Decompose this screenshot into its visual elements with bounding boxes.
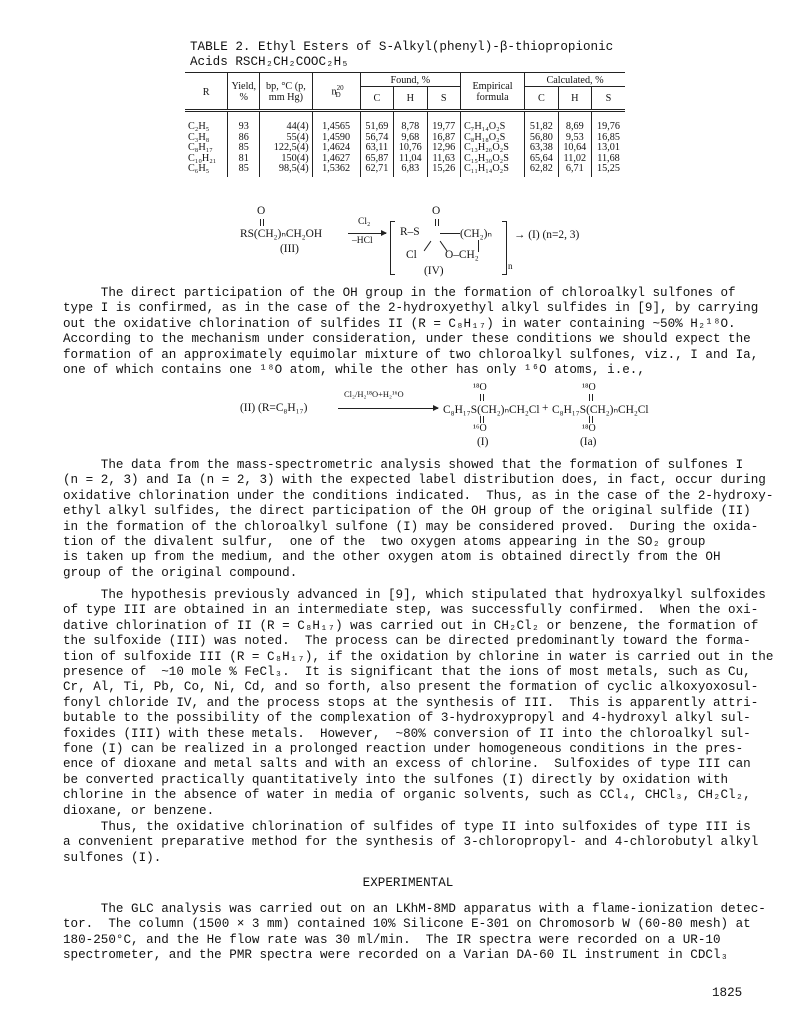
product-2-label: (Ia) — [580, 436, 597, 448]
paragraph — [63, 820, 759, 866]
header-empirical-formula: Empirical formula — [460, 73, 524, 111]
intermediate-label: (IV) — [424, 265, 444, 277]
paragraph — [63, 588, 774, 819]
text-line: group of the original compound. — [63, 565, 298, 580]
cell-calc-c: 63,38 — [525, 143, 558, 154]
cell-nd: 1,4565 — [312, 111, 360, 133]
cell-nd: 1,4627 — [312, 154, 360, 165]
text-line: tion of the divalent sulfur, one of the two oxygen atoms appearing in the SO₂ group — [63, 535, 706, 550]
cell-found-c: 65,87 — [360, 154, 393, 165]
cell-formula: C₁₁H₁₄O₂S — [460, 164, 524, 177]
cell-found-s: 11,63 — [427, 154, 460, 165]
prod1-oxygen-top: ¹⁸O — [473, 382, 487, 393]
reaction-arrow — [338, 408, 438, 409]
paragraph — [63, 902, 766, 964]
cell-found-c: 56,74 — [360, 133, 393, 144]
text-line: Cr, Al, Ti, Pb, Co, Ni, Cd, and so forth, also present the formation of cyclic alkoxyoxosul- — [63, 680, 759, 695]
double-bond — [480, 416, 481, 423]
cell-found-c: 63,11 — [360, 143, 393, 154]
double-bond — [260, 219, 261, 226]
text-line: tion of sulfoxide III (R = C₈H₁₇), if the oxidation by chlorine in water is carried out in the — [63, 649, 774, 664]
cell-found-s: 12,96 — [427, 143, 460, 154]
text-line: fonyl chloride IV, and the process stops at the synthesis of III. This is apparently attri- — [63, 695, 759, 710]
cell-r: C₃H₈ — [188, 131, 210, 143]
scheme2-reactant: (II) (R=C₈H₁₇) — [240, 402, 308, 414]
cell-bp: 150(4) — [260, 154, 312, 165]
text-line: sulfones (I). — [63, 850, 162, 865]
double-bond — [592, 416, 593, 423]
cell-calc-s: 19,76 — [592, 111, 625, 133]
cell-yield: 85 — [228, 143, 260, 154]
cell-bp: 44(4) — [260, 111, 312, 133]
text-line: (n = 2, 3) and Ia (n = 2, 3) with the expected label distribution does, in fact, occur during — [63, 473, 766, 488]
cell-bp: 55(4) — [260, 133, 312, 144]
intermediate-cl: Cl — [406, 249, 417, 261]
header-yield: Yield, % — [228, 73, 260, 111]
text-line: be converted practically quantitatively into the sulfones (I) directly by oxidation with — [63, 772, 729, 787]
double-bond — [435, 219, 436, 226]
double-bond — [592, 394, 593, 401]
header-r: R — [185, 73, 228, 111]
text-line: dative chlorination of II (R = C₈H₁₇) was carried out in CH₂Cl₂ or benzene, the formation of — [63, 618, 759, 633]
cell-nd: 1,4624 — [312, 143, 360, 154]
cell-r: C₁₀H₂₁ — [188, 152, 217, 164]
text-line: tor. The column (1500 × 3 mm) contained 10% Silicone E-301 on Chromosorb W (60-80 mesh) at — [63, 917, 751, 932]
section-heading: EXPERIMENTAL — [362, 876, 454, 890]
text-line: Thus, the oxidative chlorination of sulfides of type II into sulfoxides of type III is — [63, 820, 751, 834]
cell-found-h: 10,76 — [394, 143, 427, 154]
cell-calc-c: 51,82 — [525, 111, 558, 133]
single-bond — [424, 241, 432, 251]
text-line: 180-250°C, and the He flow rate was 30 ml/min. The IR spectra were recorded on a UR-10 — [63, 932, 721, 947]
esters-table — [185, 72, 625, 177]
intermediate-o-ch2: O–CH₂ — [445, 249, 479, 261]
cell-calc-c: 62,82 — [525, 164, 558, 177]
esters-table-wrapper — [185, 72, 625, 177]
cell-yield: 93 — [228, 111, 260, 133]
cell-calc-s: 15,25 — [592, 164, 625, 177]
text-line: oxidative chlorination under the conditions indicated. Thus, as in the case of the 2-hydroxy- — [63, 488, 774, 503]
prod1-oxygen-bottom: ¹⁶O — [473, 423, 487, 434]
double-bond — [483, 394, 484, 401]
text-line: ence of dioxane and metal salts and with an excess of chlorine. Sulfoxides of type III can — [63, 757, 751, 772]
cell-nd: 1,5362 — [312, 164, 360, 177]
cell-calc-s: 11,68 — [592, 154, 625, 165]
intermediate-r-s: R–S — [400, 226, 420, 238]
cell-calc-h: 9,53 — [558, 133, 591, 144]
cell-bp: 98,5(4) — [260, 164, 312, 177]
table-caption — [190, 40, 670, 70]
intermediate-oxygen: O — [432, 205, 441, 217]
header-calc-h: H — [558, 87, 591, 111]
text-line: one of which contains one ¹⁸O atom, while the other has only ¹⁶O atoms, i.e., — [63, 363, 645, 378]
cell-r: C₈H₁₇ — [188, 142, 213, 154]
double-bond — [589, 416, 590, 423]
reagent-top: Cl₂ — [358, 217, 371, 227]
header-bp: bp, °C (p, mm Hg) — [260, 73, 312, 111]
prod2-oxygen-top: ¹⁸O — [582, 382, 596, 393]
text-line: ethyl alkyl sulfides, the direct participation of the OH group of the original sulfide (II) — [63, 504, 751, 519]
double-bond — [263, 219, 264, 226]
header-nd-sup: 20 — [336, 83, 344, 92]
cell-found-c: 62,71 — [360, 164, 393, 177]
product-1: C₈H₁₇S(CH₂)ₙCH₂Cl — [443, 404, 540, 416]
cell-calc-h: 8,69 — [558, 111, 591, 133]
text-line: type I is confirmed, as in the case of the 2-hydroxyethyl alkyl sulfides in [9], by carrying — [63, 301, 759, 316]
cell-formula: C₁₃H₂₆O₂S — [460, 143, 524, 154]
text-line: dioxane, or benzene. — [63, 803, 215, 818]
double-bond — [483, 416, 484, 423]
bracket-right — [502, 221, 507, 275]
plus-sign: + — [542, 402, 549, 414]
reaction-scheme-labeling — [240, 382, 649, 448]
text-line: spectrometer, and the PMR spectra were recorded on a Varian DA-60 IL instrument in CDCl₃ — [63, 948, 729, 963]
page-number: 1825 — [712, 986, 743, 1000]
text-line: fone (I) can be realized in a prolonged reaction under homogeneous conditions in the pres- — [63, 742, 744, 757]
cell-yield: 86 — [228, 133, 260, 144]
text-line: butable to the possibility of the complexation of 3-hydroxypropyl and 4-hydroxyl alkyl sul- — [63, 711, 751, 726]
intermediate-ch2n: (CH₂)ₙ — [460, 228, 492, 240]
cell-calc-h: 11,02 — [558, 154, 591, 165]
header-refractive-index — [312, 73, 360, 111]
text-line: The direct participation of the OH group in the formation of chloroalkyl sulfones of — [63, 286, 736, 300]
text-line: is taken up from the medium, and the other oxygen atom is obtained directly from the OH — [63, 550, 721, 565]
cell-found-h: 8,78 — [394, 111, 427, 133]
header-calc-s: S — [592, 87, 625, 111]
cell-found-s: 15,26 — [427, 164, 460, 177]
header-nd-symbol: n — [331, 86, 337, 98]
text-line: the sulfoxide (III) was noted. The process can be directed predominantly toward the forma- — [63, 634, 751, 649]
cell-r: C₆H₅ — [188, 163, 210, 175]
header-found-c: C — [360, 87, 393, 111]
table-row — [185, 111, 625, 133]
bracket-left — [390, 221, 395, 275]
cell-formula: C₁₅H₃₀O₂S — [460, 154, 524, 165]
cell-formula: C₇H₁₄O₂S — [460, 111, 524, 133]
text-line: formation of an approximately equimolar mixture of two chloroalkyl sulfones, viz., I and Ia, — [63, 347, 759, 362]
product-1-label: (I) — [477, 436, 489, 448]
cell-calc-h: 10,64 — [558, 143, 591, 154]
prod2-oxygen-bottom: ¹⁸O — [582, 423, 596, 434]
product-2: C₈H₁₇S(CH₂)ₙCH₂Cl — [552, 404, 649, 416]
text-line: According to the mechanism under consideration, under these conditions we should expect the — [63, 332, 751, 347]
cell-found-s: 16,87 — [427, 133, 460, 144]
header-found: Found, % — [360, 73, 460, 87]
single-bond — [440, 233, 460, 234]
cell-calc-s: 13,01 — [592, 143, 625, 154]
text-line: presence of ~10 mole % FeCl₃. It is significant that the ions of most metals, such as Cu, — [63, 665, 751, 680]
subscript-n: n — [508, 261, 513, 271]
product-formula: → (I) (n=2, 3) — [514, 229, 580, 241]
cell-found-c: 51,69 — [360, 111, 393, 133]
cell-formula: C₈H₁₈O₂S — [460, 133, 524, 144]
paragraph — [63, 286, 759, 378]
cell-calc-h: 6,71 — [558, 164, 591, 177]
reaction-scheme-cyclization — [240, 205, 600, 277]
text-line: The GLC analysis was carried out on an LKhM-8MD apparatus with a flame-ionization detec- — [63, 902, 766, 916]
cell-calc-s: 16,85 — [592, 133, 625, 144]
header-found-h: H — [394, 87, 427, 111]
reactant-label: (III) — [280, 243, 299, 255]
cell-bp: 122,5(4) — [260, 143, 312, 154]
text-line: of type III are obtained in an intermediate step, was successfully confirmed. When the oxi- — [63, 603, 759, 618]
cell-calc-c: 56,80 — [525, 133, 558, 144]
text-line: a convenient preparative method for the synthesis of 3-chloropropyl- and 4-chlorobutyl alkyl — [63, 835, 759, 850]
text-line: chlorine in the absence of water in media of organic solvents, such as CCl₄, CHCl₃, CH₂Cl₂, — [63, 788, 751, 803]
cell-calc-c: 65,64 — [525, 154, 558, 165]
double-bond — [480, 394, 481, 401]
cell-yield: 85 — [228, 164, 260, 177]
table-caption-line: TABLE 2. Ethyl Esters of S-Alkyl(phenyl)-β-thiopropionic — [190, 40, 614, 54]
text-line: foxides (III) with these metals. However, ~80% conversion of II into the chloroalkyl sul- — [63, 726, 751, 741]
table-caption-line: Acids RSCH₂CH₂COOC₂H₅ — [190, 55, 349, 69]
text-line: in the formation of the chloroalkyl sulfone (I) may be considered proved. During the oxida- — [63, 519, 759, 534]
reactant-oxygen: O — [257, 205, 266, 217]
scheme2-reagent: Cl₂/H₂¹⁸O+H₂¹⁶O — [344, 389, 404, 399]
header-calculated: Calculated, % — [525, 73, 625, 87]
cell-found-h: 11,04 — [394, 154, 427, 165]
paragraph — [63, 458, 774, 581]
reagent-bottom: –HCl — [352, 236, 373, 246]
header-nd-sub: D — [335, 91, 341, 100]
cell-found-h: 9,68 — [394, 133, 427, 144]
cell-found-s: 19,77 — [427, 111, 460, 133]
cell-nd: 1,4590 — [312, 133, 360, 144]
cell-yield: 81 — [228, 154, 260, 165]
text-line: The hypothesis previously advanced in [9], which stipulated that hydroxyalkyl sulfoxides — [63, 588, 766, 602]
header-calc-c: C — [525, 87, 558, 111]
double-bond — [438, 219, 439, 226]
cell-found-h: 6,83 — [394, 164, 427, 177]
cell-r: C₂H₅ — [188, 121, 210, 132]
text-line: out the oxidative chlorination of sulfides II (R = C₈H₁₇) in water containing ~50% H₂¹⁸O. — [63, 316, 736, 331]
header-found-s: S — [427, 87, 460, 111]
double-bond — [589, 394, 590, 401]
reactant-formula: RS(CH₂)ₙCH₂OH — [240, 228, 323, 240]
reaction-arrow — [348, 233, 386, 234]
table-row — [185, 164, 625, 177]
text-line: The data from the mass-spectrometric analysis showed that the formation of sulfones I — [63, 458, 744, 472]
